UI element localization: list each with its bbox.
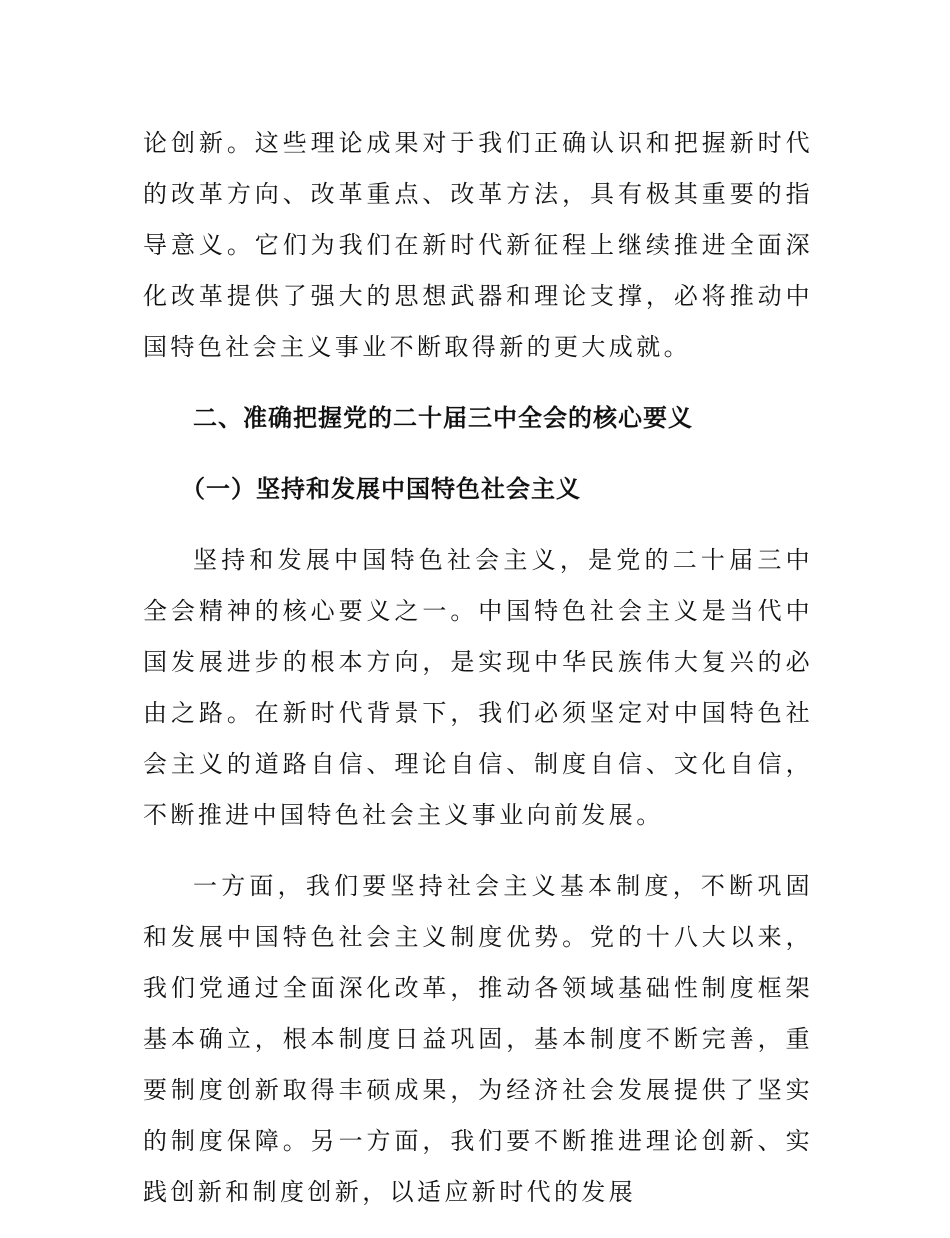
section-heading: 二、准确把握党的二十届三中全会的核心要义 [193, 404, 693, 432]
subsection-heading: （一）坚持和发展中国特色社会主义 [181, 475, 581, 503]
paragraph-on-one-hand: 一方面，我们要坚持社会主义基本制度，不断巩固和发展中国特色社会主义制度优势。党的十八大以来，我们党通过全面深化改革，推动各领域基础性制度框架基本确立，根本制度日益巩固，基本制度不断完善，重要制度创新取得丰硕成果，为经济社会发展提供了坚实的制度保障。另一方面，我们要不断推进理论创新、实践创新和制度创新，以适应新时代的发展 [143, 872, 813, 1206]
paragraph-core-meaning: 坚持和发展中国特色社会主义，是党的二十届三中全会精神的核心要义之一。中国特色社会主义是当代中国发展进步的根本方向，是实现中华民族伟大复兴的必由之路。在新时代背景下，我们必须坚定对中国特色社会主义的道路自信、理论自信、制度自信、文化自信，不断推进中国特色社会主义事业向前发展。 [143, 546, 813, 829]
paragraph-continued: 论创新。这些理论成果对于我们正确认识和把握新时代的改革方向、改革重点、改革方法，具有极其重要的指导意义。它们为我们在新时代新征程上继续推进全面深化改革提供了强大的思想武器和理论支撑，必将推动中国特色社会主义事业不断取得新的更大成就。 [143, 129, 813, 361]
document-body [143, 118, 813, 1238]
